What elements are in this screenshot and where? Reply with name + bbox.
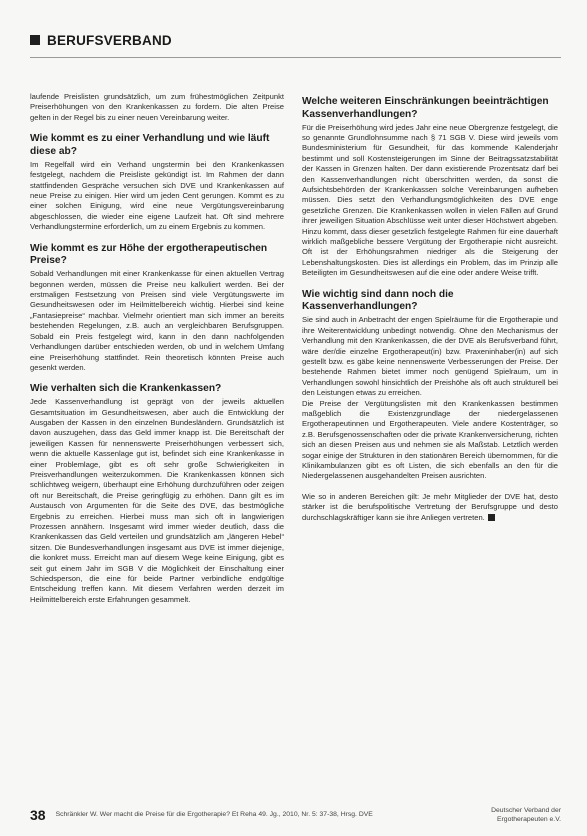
section-heading: Welche weiteren Einschränkungen beeinträchtigen Kassenverhandlungen? xyxy=(302,96,549,120)
closing-paragraph xyxy=(302,492,558,523)
publisher-line: Deutscher Verband der xyxy=(491,807,561,814)
right-column xyxy=(302,96,558,523)
publisher-line: Ergotherapeuten e.V. xyxy=(497,816,561,823)
section-body: Die Preise der Vergütungslisten mit den Krankenkassen bestimmen maßgeblich die Existenzgrundlage der niedergelassenen Ergotherapeutinnen und Ergotherapeuten. Viele andere Kostenträger, so z.B. Berufsgenossenschaften oder die private Krankenversicherung, richten sich an diesen Preisen aus und nehmen sie als Maßstab. Letztlich werden sogar einige der Strukturen in den stationären Bereich übernommen, für die Klinikambulanzen gibt es oft Listen, die sich ebenfalls an den für die Niedergelassenen ausgehandelten Preisen ausrichten. xyxy=(302,398,558,481)
header-square-icon xyxy=(30,35,40,45)
closing-text: Wie so in anderen Bereichen gilt: Je mehr Mitglieder der DVE hat, desto stärker ist die berufspolitische Vertretung der Berufsgruppe und desto durchschlagskräftiger kann sie ihre Anliegen vertreten. xyxy=(302,491,558,522)
section-heading: Wie wichtig sind dann noch die Kassenverhandlungen? xyxy=(302,288,454,313)
citation: Schränkler W. Wer macht die Preise für die Ergotherapie? Et Reha 49. Jg., 2010, Nr. 5: 37-38, Hrsg. DVE xyxy=(55,811,373,818)
end-mark-icon xyxy=(488,514,495,521)
header-rule xyxy=(30,57,561,58)
section-title: BERUFSVERBAND xyxy=(47,32,172,48)
intro-paragraph: laufende Preislisten grundsätzlich, um zum frühestmöglichen Zeitpunkt Preiserhöhungen von den Krankenkassen zu fordern. Die alten Preise gelten in der Regel bis zu einer neuen Vereinbarung weiter. xyxy=(30,92,284,122)
section-body: Sobald Verhandlungen mit einer Krankenkasse für einen aktuellen Vertrag begonnen werden, müssen die Preise neu kalkuliert werden. Bei der erstmaligen Festsetzung von Preisen sind viele Vergütungswerte im Gesundheitswesen oder im Heilmittelbereich wichtig. Hierbei sind keine „Fantasiepreise“ machbar. Vielmehr orientiert man sich immer an bereits bestehenden Regelungen, z.B. auch an vergleichbaren Berufsgruppen. Sobald ein Preis festgelegt wird, kann in den dann nachfolgenden Verhandlungen darüber entschieden werden, ob und in welchem Umfang eine Preiserhöhung stattfindet. Rein theoretisch könnten Preise auch gesenkt werden. xyxy=(30,269,284,372)
section-body: Jede Kassenverhandlung ist geprägt von der jeweils aktuellen Gesamtsituation im Gesundheitswesen, aber auch die Entwicklung der Ausgaben der Kassen in den einzelnen Bundesländern. Grundsätzlich ist davon auszugehen, dass das Geld immer knapp ist. Die Bereitschaft der jeweiligen Kassen für nennenswerte Preiserhöhungen verbessert sich, wenn die aktuelle Kassenlage gut ist, befindet sich eine Krankenkasse in einer Problemlage, gibt es oft sehr große Schwierigkeiten in Preisverhandlungen weiterzukommen. Die Krankenkassen können sich schlichtweg weigern, überhaupt eine Erhöhung durchzuführen oder zeigen oft nur Bereitschaft, die Preise geringfügig zu erhöhen. Dann gilt es im Austausch von Argumenten für die Seite des DVE, das bestmögliche Ergebnis zu erreichen. Hierbei muss man sich oft in langwierigen Prozessen annähern. Insgesamt wird immer wieder deutlich, dass die Krankenkassen das Geld verteilen und grundsätzlich am „längeren Hebel“ sitzen. Die Bundesverhandlungen insgesamt aus DVE ist immer diejenige, die konkret muss. Erreicht man auf diesem Wege keine Einigung, gibt es seit gut einem Jahr im SGB V die Möglichkeit der Einschaltung einer Schiedsperson, die eine für beide Partner verbindliche endgültige Entscheidung treffen kann. Mit diesem Verfahren werden derzeit im Heilmittelbereich erste Erfahrungen gesammelt. xyxy=(30,397,284,604)
publisher xyxy=(491,806,561,824)
section-body: Sie sind auch in Anbetracht der engen Spielräume für die Ergotherapie und ihre Weiterentwicklung unbedingt notwendig. Ohne den Mechanismus der Verhandlung mit den Krankenkassen, die der DVE als Berufsverband führt, wäre der/die einzelne Ergotherapeut(in) bzw. Praxeninhaber(in) auf sich gestellt bzw. es gäbe keine nennenswerte Verbesserungen der Preise. Der bestehende Rahmen bietet immer noch genügend Spielraum, um in Verhandlungen sowohl hinsichtlich der Preishöhe als oft auch strukturell bei den Leistungen etwas zu erreichen. xyxy=(302,315,558,398)
section-header xyxy=(30,30,172,50)
left-column xyxy=(30,92,284,605)
page-footer xyxy=(30,806,561,830)
section-body: Im Regelfall wird ein Verhand ungstermin bei den Krankenkassen festgelegt, nachdem die Preisliste gekündigt ist. Im Rahmen der dann stattfindenden Gespräche versuchen sich DVE und Krankenkassen auf neue Preise zu einigen. Hier wird um jeden Cent gerungen. Kommt es zu einer solchen Einigung, wird eine neue Vergütungsvereinbarung abgeschlossen, die wieder eine eigene Laufzeit hat. Oft sind mehrere Verhandlungstermine erforderlich, um zu einem Ergebnis zu kommen. xyxy=(30,159,284,232)
section-heading: Wie verhalten sich die Krankenkassen? xyxy=(30,383,222,395)
section-body: Für die Preiserhöhung wird jedes Jahr eine neue Obergrenze festgelegt, die so genannte Grundlohnsumme nach § 71 SGB V. Diese wird jeweils vom Bundesministerium für Gesundheit, für das kommende Kalenderjahr bestimmt und soll Kostensteigerungen im Sinne der Beitragssatzstabilität der Kassen in Grenzen halten. Der dann existierende Prozentsatz darf bei den Kassenverhandlungen nicht überschritten werden, da sonst die Aufsichtsbehörden der Krankenkassen solche Vereinbarungen aufheben müssen. Dies setzt den Verhandlungsmöglichkeiten des DVE enge gesetzliche Grenzen. Die Krankenkassen wollen in vielen Fällen auf Grund ihrer jeweiligen Situation Abschlüsse weit unter dieser Höchstwert abgeben. Hinzu kommt, dass dieser gesetzlich festgelegte Rahmen für eine dauerhaft wirklich maßgebliche bessere Vergütung der Ergotherapie nicht ausreicht. Oft ist der Erhöhungsrahmen niedriger als die Steigerung der Lebenshaltungskosten. Dies ist allerdings ein Problem, das im Prinzip alle Beteiligten im Gesundheitswesen auf die eine oder andere Weise trifft. xyxy=(302,122,558,278)
section-heading: Wie kommt es zur Höhe der ergotherapeutischen Preise? xyxy=(30,242,268,267)
page-number: 38 xyxy=(30,807,46,823)
section-heading: Wie kommt es zu einer Verhandlung und wie läuft diese ab? xyxy=(30,133,270,158)
